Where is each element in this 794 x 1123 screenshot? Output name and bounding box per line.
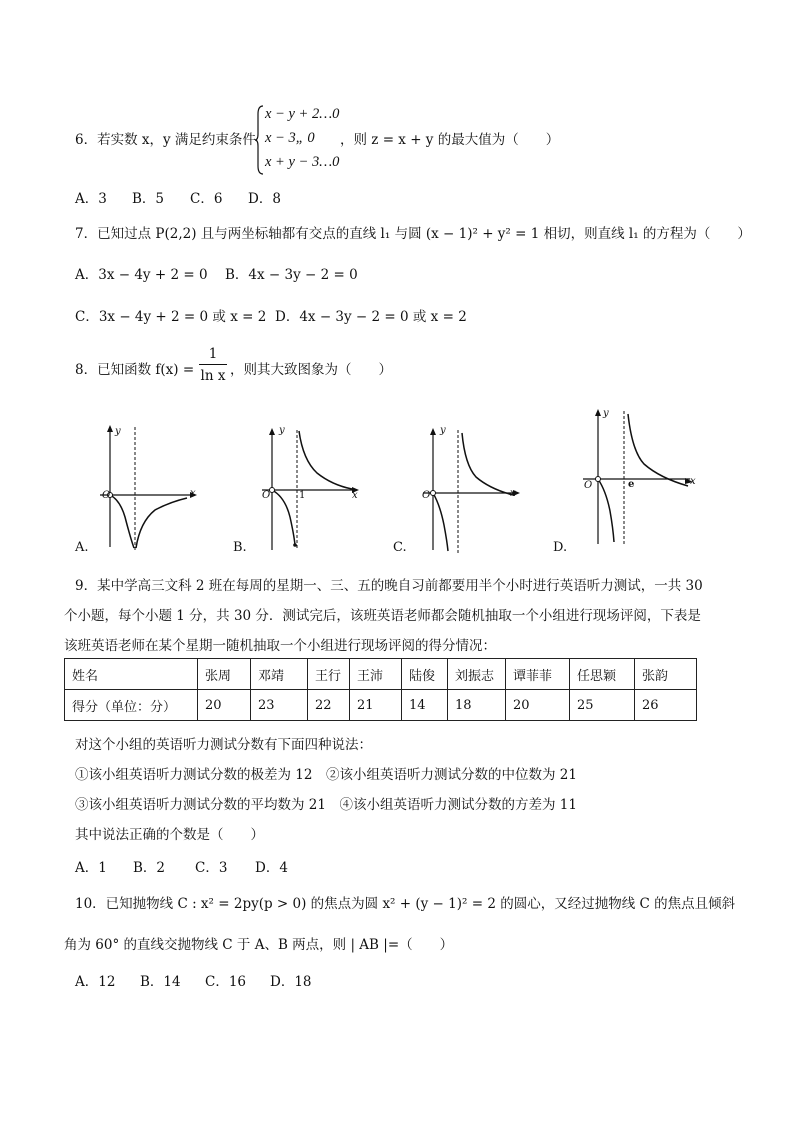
- graph-option-b: [257, 425, 362, 555]
- name-cell: 刘振志: [448, 659, 506, 690]
- graph-d-x-label: x: [690, 476, 696, 487]
- constraint-2: x − 3„ 0: [265, 130, 315, 146]
- name-cell: 王沛: [350, 659, 402, 690]
- name-cell: 谭菲菲: [506, 659, 570, 690]
- graph-c-x-label: x: [510, 488, 516, 499]
- constraint-3: x + y − 3…0: [265, 154, 340, 170]
- name-cell: 张周: [198, 659, 251, 690]
- graph-option-a: [95, 422, 200, 552]
- graph-d-origin-label: O: [584, 480, 593, 491]
- q7-option-b: B．4x − 3y − 2 = 0: [225, 267, 358, 283]
- q10-option-c: C．16: [205, 974, 247, 990]
- q6-option-d: D．8: [248, 191, 281, 207]
- q8-fraction-denominator: ln x: [200, 368, 226, 384]
- name-cell: 王行: [308, 659, 350, 690]
- graph-option-d: [578, 406, 698, 546]
- table-header-cell: 姓名: [65, 659, 198, 690]
- name-cell: 陆俊: [402, 659, 448, 690]
- q9-score-table: [64, 658, 697, 721]
- q10-option-d: D．18: [270, 974, 312, 990]
- graph-c-origin-label: O: [422, 490, 431, 501]
- score-cell: 26: [635, 690, 697, 721]
- q10-option-b: B．14: [140, 974, 181, 990]
- q6-option-a: A．3: [75, 191, 107, 207]
- graph-a-x-label: x: [190, 488, 196, 499]
- q9-question: 其中说法正确的个数是（ ）: [75, 827, 264, 843]
- score-cell: 21: [350, 690, 402, 721]
- q6-stem-suffix: ，则 z = x + y 的最大值为（ ）: [340, 132, 560, 148]
- table-header-cell: 得分（单位：分）: [65, 690, 198, 721]
- name-cell: 张韵: [635, 659, 697, 690]
- q7-option-c: C．3x − 4y + 2 = 0 或 x = 2: [75, 309, 267, 325]
- q9-option-b: B．2: [133, 860, 166, 876]
- graph-b-origin-label: O: [262, 490, 271, 501]
- graph-a-origin-label: O: [102, 490, 111, 501]
- name-cell: 邓靖: [251, 659, 308, 690]
- graph-c-y-label: y: [440, 425, 446, 436]
- score-cell: 14: [402, 690, 448, 721]
- graph-a-y-label: y: [115, 426, 121, 437]
- name-cell: 任思颖: [570, 659, 635, 690]
- q9-stem-line-3: 该班英语老师在某个星期一随机抽取一个小组进行现场评阅的得分情况：: [64, 638, 496, 654]
- q9-option-a: A．1: [75, 860, 107, 876]
- q9-claims-3-4: ③该小组英语听力测试分数的平均数为 21 ④该小组英语听力测试分数的方差为 11: [75, 797, 577, 813]
- table-row: [65, 690, 697, 721]
- graph-a-option-letter: A.: [75, 540, 89, 555]
- q8-fraction-numerator: 1: [208, 346, 218, 362]
- q10-option-a: A．12: [75, 974, 116, 990]
- fraction-bar: [199, 364, 227, 365]
- q7-option-d: D．4x − 3y − 2 = 0 或 x = 2: [275, 309, 467, 325]
- left-brace: [255, 104, 265, 176]
- score-cell: 22: [308, 690, 350, 721]
- q9-intro: 对这个小组的英语听力测试分数有下面四种说法：: [75, 737, 372, 753]
- graph-c-option-letter: C.: [393, 540, 407, 555]
- score-cell: 25: [570, 690, 635, 721]
- graph-b-one-label: 1: [299, 490, 306, 501]
- q10-stem-line-2: 角为 60° 的直线交抛物线 C 于 A、B 两点，则 | AB |=（ ）: [64, 937, 454, 953]
- q9-stem-line-2: 个小题，每个小题 1 分，共 30 分．测试完后，该班英语老师都会随机抽取一个小组进行现场评阅，下表是: [64, 608, 701, 624]
- score-cell: 20: [198, 690, 251, 721]
- q7-stem: 7．已知过点 P(2,2) 且与两坐标轴都有交点的直线 l₁ 与圆 (x − 1)² + y² = 1 相切，则直线 l₁ 的方程为（ ）: [75, 226, 751, 242]
- score-cell: 23: [251, 690, 308, 721]
- graph-d-option-letter: D.: [553, 540, 568, 555]
- q6-option-c: C．6: [190, 191, 223, 207]
- graph-option-c: [418, 425, 523, 555]
- q8-stem-suffix: ，则其大致图象为（ ）: [230, 362, 392, 378]
- q9-stem-line-1: 9．某中学高三文科 2 班在每周的星期一、三、五的晚自习前都要用半个小时进行英语听力测试，一共 30: [75, 578, 703, 594]
- q10-stem-line-1: 10．已知抛物线 C : x² = 2py(p > 0) 的焦点为圆 x² + (y − 1)² = 2 的圆心，又经过抛物线 C 的焦点且倾斜: [75, 896, 736, 912]
- constraint-1: x − y + 2…0: [265, 106, 340, 122]
- q9-option-c: C．3: [195, 860, 228, 876]
- graph-b-option-letter: B.: [233, 540, 247, 555]
- graph-d-e-label: e: [628, 479, 635, 490]
- q6-option-b: B．5: [132, 191, 165, 207]
- score-cell: 18: [448, 690, 506, 721]
- q6-stem-prefix: 6．若实数 x，y 满足约束条件: [75, 132, 256, 148]
- graph-b-y-label: y: [279, 425, 285, 436]
- q7-option-a: A．3x − 4y + 2 = 0: [75, 267, 208, 283]
- q8-stem-prefix: 8．已知函数 f(x) =: [75, 362, 195, 378]
- q9-option-d: D．4: [255, 860, 288, 876]
- score-cell: 20: [506, 690, 570, 721]
- q9-claims-1-2: ①该小组英语听力测试分数的极差为 12 ②该小组英语听力测试分数的中位数为 21: [75, 767, 577, 783]
- graph-d-y-label: y: [603, 408, 609, 419]
- table-row: [65, 659, 697, 690]
- graph-b-x-label: x: [352, 490, 358, 501]
